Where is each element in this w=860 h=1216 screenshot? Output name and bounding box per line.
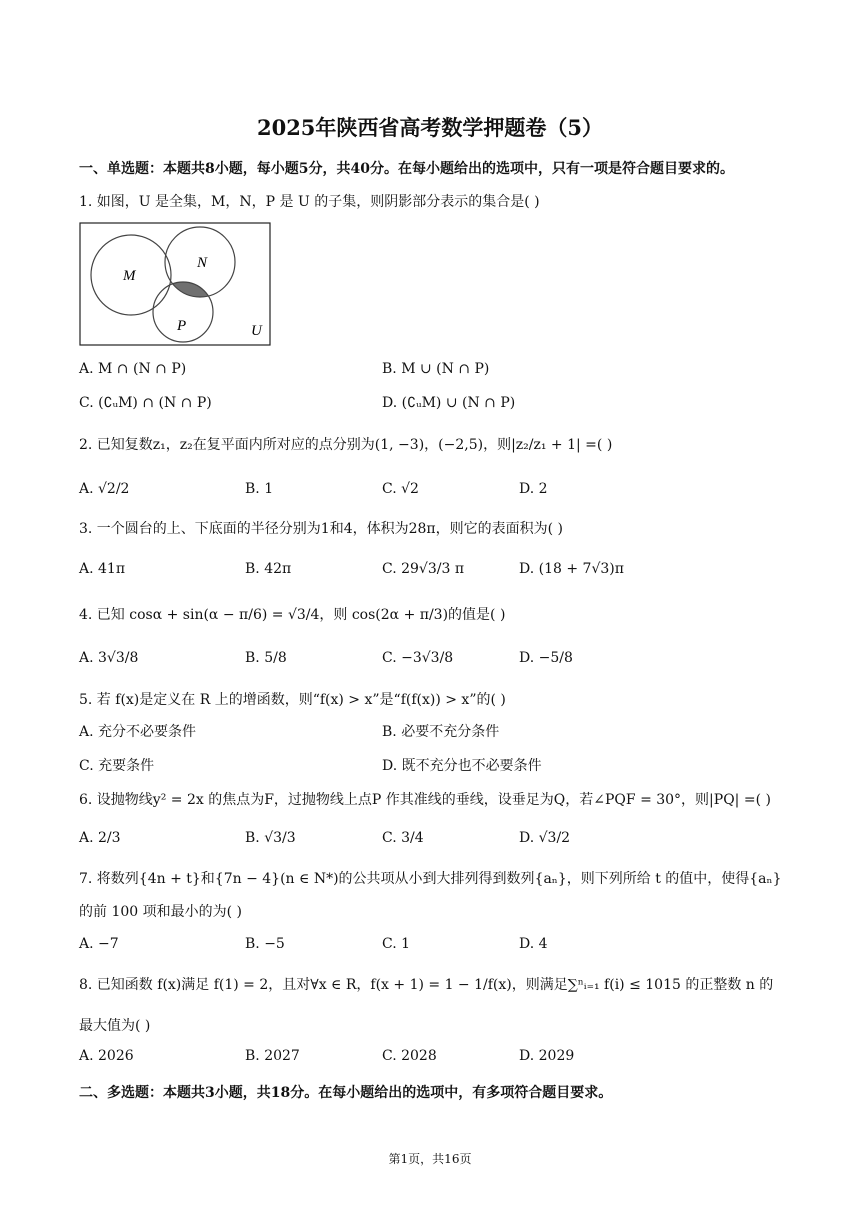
label-m: M [123, 268, 136, 284]
q6-option-d: D. √3/2 [519, 830, 571, 846]
q8-option-b: B. 2027 [245, 1048, 300, 1064]
section-multi-choice-heading: 二、多选题：本题共3小题，共18分。在每小题给出的选项中，有多项符合题目要求。 [79, 1085, 613, 1101]
page-title: 2025年陕西省高考数学押题卷（5） [256, 115, 604, 140]
q7-option-a: A. −7 [79, 936, 119, 952]
label-p: P [177, 318, 187, 334]
q7-option-d: D. 4 [519, 936, 548, 952]
question-3-stem: 3. 一个圆台的上、下底面的半径分别为1和4，体积为28π，则它的表面积为( ) [79, 521, 564, 537]
page-footer: 第1页，共16页 [388, 1152, 472, 1166]
section-single-choice-heading: 一、单选题：本题共8小题，每小题5分，共40分。在每小题给出的选项中，只有一项是符合题目要求的。 [79, 161, 734, 177]
label-n: N [197, 255, 208, 271]
question-7-stem-line1: 7. 将数列{4n + t}和{7n − 4}(n ∈ N*)的公共项从小到大排列得到数列{aₙ}，则下列所给 t 的值中，使得{aₙ} [79, 871, 782, 887]
q2-option-d: D. 2 [519, 481, 548, 497]
q8-option-c: C. 2028 [382, 1048, 437, 1064]
venn-diagram [79, 222, 273, 348]
question-6-stem: 6. 设抛物线y² = 2x 的焦点为F，过抛物线上点P 作其准线的垂线，设垂足为Q，若∠PQF = 30°，则|PQ| =( ) [79, 792, 771, 808]
q2-option-b: B. 1 [245, 481, 274, 497]
question-7-stem-line2: 的前 100 项和最小的为( ) [79, 904, 242, 920]
question-8-stem-line2: 最大值为( ) [79, 1018, 151, 1034]
q1-option-b: B. M ∪ (N ∩ P) [382, 361, 490, 377]
q1-option-c: C. (∁ᵤM) ∩ (N ∩ P) [79, 395, 212, 411]
question-1-stem: 1. 如图，U 是全集，M，N，P 是 U 的子集，则阴影部分表示的集合是( ) [79, 194, 540, 210]
q3-option-d: D. (18 + 7√3)π [519, 561, 624, 577]
q7-option-c: C. 1 [382, 936, 411, 952]
q4-option-d: D. −5/8 [519, 650, 573, 666]
q5-option-d: D. 既不充分也不必要条件 [382, 758, 542, 774]
question-2-stem: 2. 已知复数z₁，z₂在复平面内所对应的点分别为(1, −3)，(−2,5)，则|z₂/z₁ + 1| =( ) [79, 437, 613, 453]
label-u: U [251, 323, 262, 339]
q2-option-a: A. √2/2 [79, 481, 130, 497]
q2-option-c: C. √2 [382, 481, 419, 497]
q7-option-b: B. −5 [245, 936, 285, 952]
q3-option-a: A. 41π [79, 561, 126, 577]
q4-option-b: B. 5/8 [245, 650, 287, 666]
question-4-stem: 4. 已知 cosα + sin(α − π/6) = √3/4，则 cos(2α + π/3)的值是( ) [79, 607, 506, 623]
q4-option-c: C. −3√3/8 [382, 650, 454, 666]
q1-option-d: D. (∁ᵤM) ∪ (N ∩ P) [382, 395, 516, 411]
q3-option-b: B. 42π [245, 561, 292, 577]
q6-option-b: B. √3/3 [245, 830, 296, 846]
q1-option-a: A. M ∩ (N ∩ P) [79, 361, 187, 377]
q6-option-a: A. 2/3 [79, 830, 121, 846]
q3-option-c: C. 29√3/3 π [382, 561, 465, 577]
q5-option-c: C. 充要条件 [79, 758, 155, 774]
q8-option-a: A. 2026 [79, 1048, 134, 1064]
q5-option-a: A. 充分不必要条件 [79, 724, 197, 740]
q4-option-a: A. 3√3/8 [79, 650, 139, 666]
shaded-region [79, 222, 273, 348]
q8-option-d: D. 2029 [519, 1048, 575, 1064]
question-5-stem: 5. 若 f(x)是定义在 R 上的增函数，则“f(x) > x”是“f(f(x)) > x”的( ) [79, 692, 506, 708]
q5-option-b: B. 必要不充分条件 [382, 724, 500, 740]
q6-option-c: C. 3/4 [382, 830, 424, 846]
question-8-stem-line1: 8. 已知函数 f(x)满足 f(1) = 2，且对∀x ∈ R，f(x + 1) = 1 − 1/f(x)，则满足∑ⁿᵢ₌₁ f(i) ≤ 1015 的正整数 n 的 [79, 977, 774, 993]
